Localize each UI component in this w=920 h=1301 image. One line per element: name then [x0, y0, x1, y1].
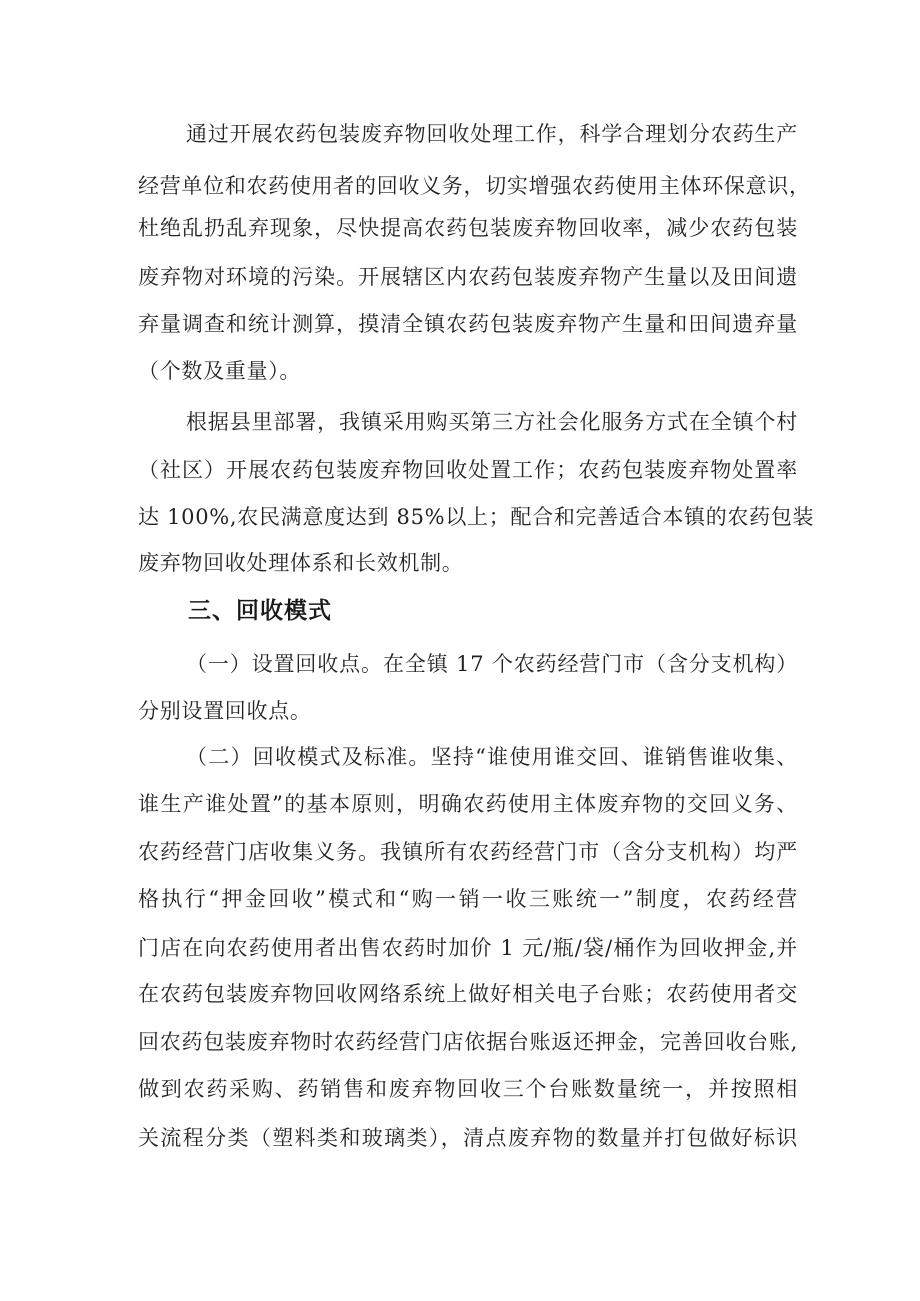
paragraph-line: 经营单位和农药使用者的回收义务，切实增强农药使用主体环保意识， — [138, 174, 811, 198]
paragraph-line: （一）设置回收点。在全镇 17 个农药经营门市（含分支机构） — [186, 652, 798, 676]
paragraph-line: 废弃物对环境的污染。开展辖区内农药包装废弃物产生量以及田间遗 — [138, 265, 798, 289]
section-heading: 三、回收模式 — [188, 598, 332, 624]
paragraph-line: 弃量调查和统计测算，摸清全镇农药包装废弃物产生量和田间遗弃量 — [138, 312, 798, 336]
paragraph-line: 门店在向农药使用者出售农药时加价 1 元/瓶/袋/桶作为回收押金,并 — [138, 936, 798, 960]
paragraph-line: （个数及重量）。 — [138, 359, 302, 383]
paragraph-line: 达 100%,农民满意度达到 85%以上；配合和完善适合本镇的农药包装 — [138, 505, 815, 529]
paragraph-line: 回农药包装废弃物时农药经营门店依据台账返还押金，完善回收台账, — [138, 1030, 798, 1054]
paragraph-line: 通过开展农药包装废弃物回收处理工作，科学合理划分农药生产 — [186, 122, 798, 146]
paragraph-line: （社区）开展农药包装废弃物回收处置工作；农药包装废弃物处置率 — [138, 458, 798, 482]
paragraph-line: 杜绝乱扔乱弃现象，尽快提高农药包装废弃物回收率，减少农药包装 — [138, 216, 798, 240]
paragraph-line: 谁生产谁处置”的基本原则，明确农药使用主体废弃物的交回义务、 — [138, 792, 798, 816]
paragraph-line: 关流程分类（塑料类和玻璃类），清点废弃物的数量并打包做好标识 — [138, 1126, 798, 1150]
paragraph-line: 农药经营门店收集义务。我镇所有农药经营门市（含分支机构）均严 — [138, 840, 798, 864]
paragraph-line: 做到农药采购、药销售和废弃物回收三个台账数量统一，并按照相 — [138, 1077, 798, 1101]
paragraph-line: （二）回收模式及标准。坚持“谁使用谁交回、谁销售谁收集、 — [186, 745, 798, 769]
paragraph-line: 分别设置回收点。 — [138, 699, 312, 723]
paragraph-line: 在农药包装废弃物回收网络系统上做好相关电子台账；农药使用者交 — [138, 982, 798, 1006]
paragraph-line: 废弃物回收处理体系和长效机制。 — [138, 551, 464, 575]
paragraph-line: 格执行“押金回收”模式和“购一销一收三账统一”制度，农药经营 — [138, 887, 798, 911]
paragraph-line: 根据县里部署，我镇采用购买第三方社会化服务方式在全镇个村 — [186, 410, 798, 434]
